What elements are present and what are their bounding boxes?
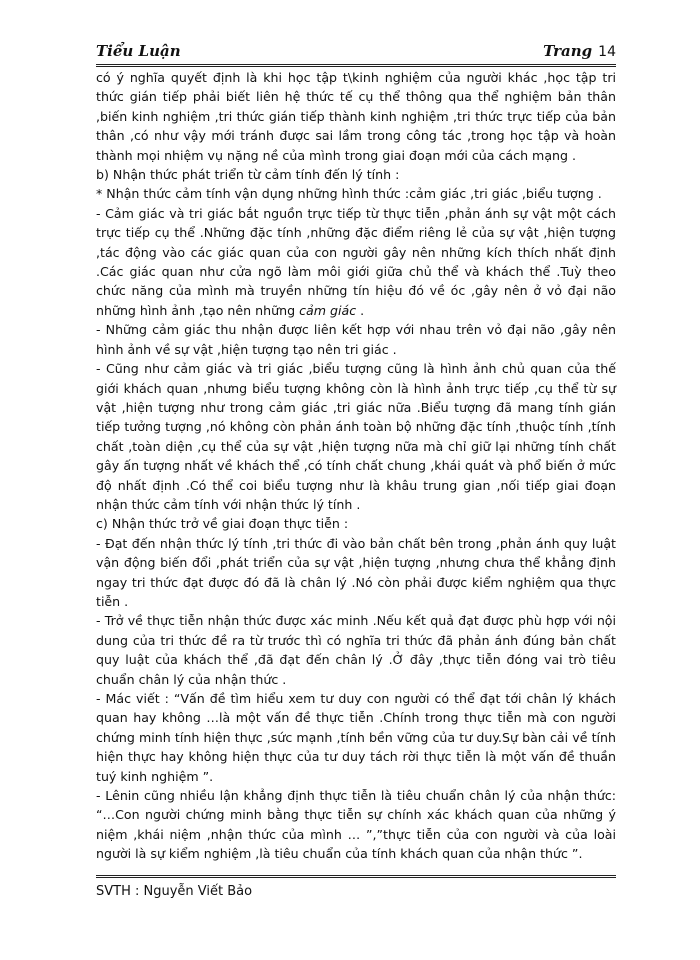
- document-title: Tiểu Luận: [96, 42, 181, 60]
- emphasis-term: cảm giác: [299, 302, 357, 318]
- paragraph: - Trở về thực tiễn nhận thức được xác minh .Nếu kết quả đạt được phù hợp với nội dung của tri thức đề ra từ trước thì có nghĩa tri thức đã phản ánh đúng bản chất quy luật của khách thể ,đã đạt đến chân lý .Ở đây ,thực tiễn đóng vai trò tiêu chuẩn chân lý của nhận thức .: [96, 613, 616, 687]
- paragraph: - Lênin cũng nhiều lận khẳng định thực tiễn là tiêu chuẩn chân lý của nhận thức: “…Con người chứng minh bằng thực tiễn sự chính xác khách quan của những ý niệm ,khái niệm ,nhận thức của mình … ”,”thực tiễn của con người và của loài người là sự kiểm nghiệm ,là tiêu chuẩn của tính khách quan của nhận thức ”.: [96, 788, 616, 862]
- section-heading-c: c) Nhận thức trở về giai đoạn thực tiễn :: [96, 516, 349, 532]
- page-header: [96, 40, 616, 66]
- paragraph: - Mác viết : “Vấn đề tìm hiểu xem tư duy con người có thể đạt tới chân lý khách quan hay không …là một vấn đề thực tiễn .Chính trong thực tiễn mà con người chứng minh tính hiện thực ,sức mạnh ,tính bền vững của tư duy.Sự bàn cải về tính hiện thực hay không hiện thực của tư duy tách rời thực tiễn là một vấn đề thuần tuý kinh nghiệm ”.: [96, 691, 616, 784]
- paragraph: - Những cảm giác thu nhận được liên kết hợp với nhau trên vỏ đại não ,gây nên hình ảnh về sự vật ,hiện tượng tạo nên tri giác .: [96, 322, 616, 357]
- paragraph-text: - Cảm giác và tri giác bắt nguồn trực tiếp từ thực tiễn ,phản ánh sự vật một cách trực tiếp cụ thể .Những đặc tính ,những đặc điểm riêng lẻ của sự vật ,hiện tượng ,tác động vào các giác quan của con người gây nên những kích thích nhất định .Các giác quan như cửa ngõ làm môi giới giữa chủ thể và khách thể .Tuỳ theo chức năng của mình mà truyền những tín hiệu đó về óc ,gây nên ở vỏ đại não những hình ảnh ,tạo nên những: [96, 205, 616, 318]
- paragraph-end: .: [356, 302, 365, 318]
- page-indicator: [543, 42, 616, 60]
- paragraph: - Đạt đến nhận thức lý tính ,tri thức đi vào bản chất bên trong ,phản ánh quy luật vận động biến đổi ,phát triển của sự vật ,hiện tượng ,nhưng chưa thể khẳng định ngay tri thức đạt được đó đã là chân lý .Nó còn phải được kiểm nghiệm qua thực tiễn .: [96, 535, 616, 609]
- paragraph: [96, 204, 616, 320]
- page-body: [96, 68, 616, 864]
- page-label: Trang: [543, 42, 593, 60]
- paragraph: - Cũng như cảm giác và tri giác ,biểu tượng cũng là hình ảnh chủ quan của thế giới khách quan ,nhưng biểu tượng không còn là hình ảnh trực tiếp ,cụ thể từ sự vật ,hiện tượng như trong cảm giác ,tri giác nữa .Biểu tượng đã mang tính gián tiếp tưởng tượng ,nó không còn phản ánh toàn bộ những đặc tính ,thuộc tính ,tính chất ,toàn diện ,cụ thể của sự vật ,hiện tượng nữa mà chỉ giữ lại những tính chất gây ấn tượng nhất về khách thể ,có tính chất chung ,khái quát và phổ biến ở mức độ nhất định .Có thể coi biểu tượng như là khâu trung gian ,nối tiếp giai đoạn nhận thức cảm tính với nhận thức lý tính .: [96, 361, 616, 512]
- footer-author: SVTH : Nguyễn Viết Bảo: [96, 884, 253, 899]
- header-rule: [96, 64, 616, 67]
- bullet-point: * Nhận thức cảm tính vận dụng những hình thức :cảm giác ,tri giác ,biểu tượng .: [96, 186, 602, 202]
- footer-rule: [96, 875, 616, 878]
- paragraph: có ý nghĩa quyết định là khi học tập t\kinh nghiệm của người khác ,học tập tri thức gián tiếp phải biết liên hệ thức tế cụ thể thông qua thể nghiệm bản thân ,biến kinh nghiệm ,tri thức gián tiếp thành kinh nghiệm ,tri thức trực tiếp của bản thân ,có như vậy mới tránh được sai lầm trong công tác ,trong học tập và hoàn thành mọi nhiệm vụ nặng nề của mình trong giai đoạn mới của cách mạng .: [96, 70, 616, 163]
- section-heading-b: b) Nhận thức phát triển từ cảm tính đến lý tính :: [96, 167, 400, 183]
- page-number: 14: [598, 44, 616, 60]
